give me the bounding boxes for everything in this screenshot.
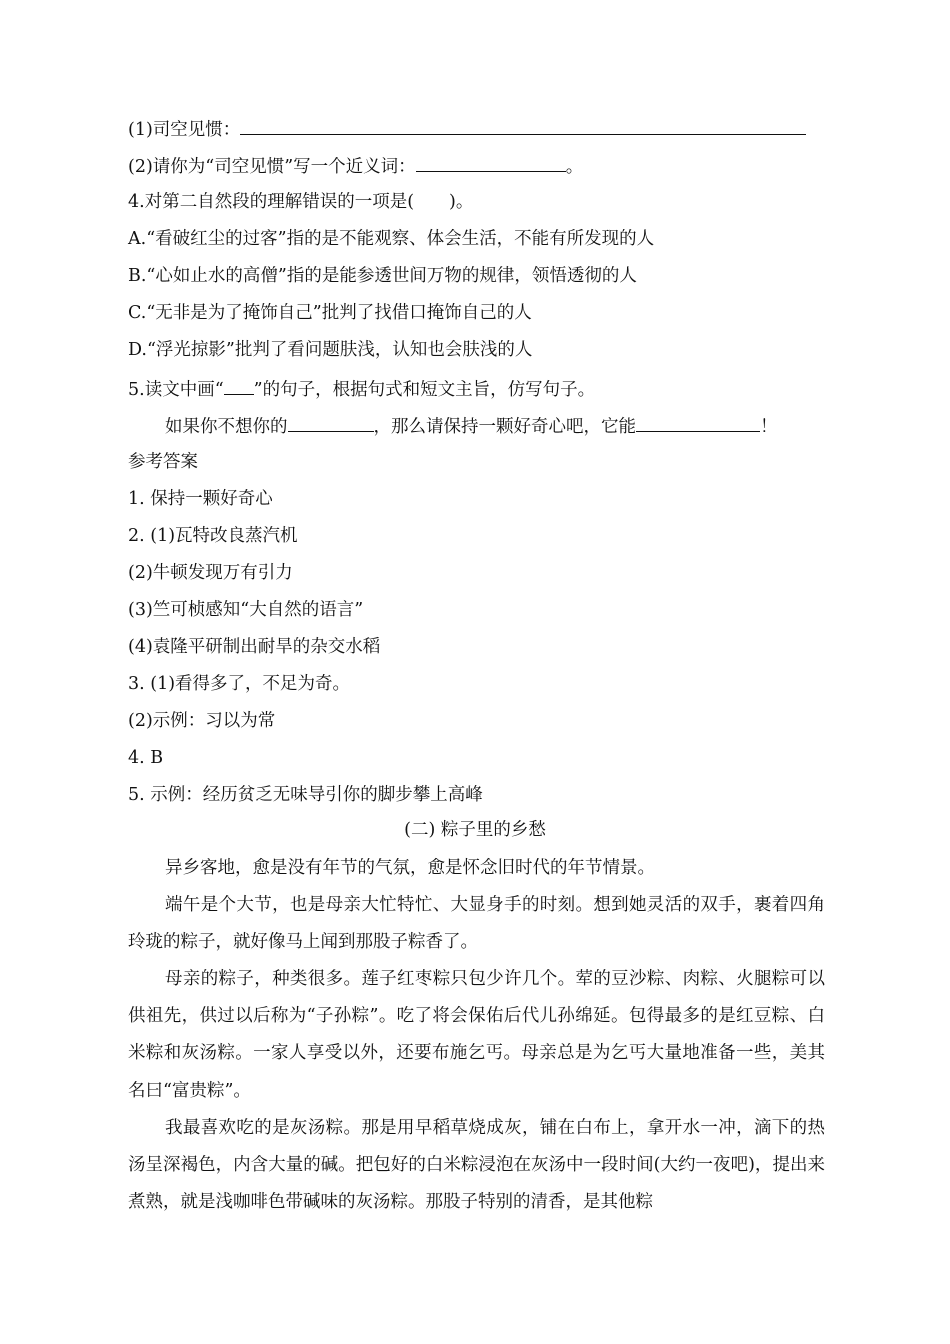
answer-blank[interactable] [288, 413, 374, 432]
answer-3-2: (2)示例：习以为常 [128, 711, 276, 731]
question-5-fill-text-1: 如果你不想你的 [165, 417, 288, 437]
answer-3-1: 3. (1)看得多了，不足为奇。 [128, 674, 351, 694]
question-3-1 [128, 116, 806, 142]
answer-2-4: (4)袁隆平研制出耐旱的杂交水稻 [128, 637, 381, 657]
answer-blank[interactable] [416, 153, 566, 172]
question-4-option-d: D.“浮光掠影”批判了看问题肤浅，认知也会肤浅的人 [128, 340, 533, 360]
question-4-option-b: B.“心如止水的高僧”指的是能参透世间万物的规律，领悟透彻的人 [128, 266, 637, 286]
question-3-2-end: 。 [565, 157, 584, 177]
question-5-text-start: 5.读文中画“ [128, 380, 224, 400]
answers-heading: 参考答案 [128, 452, 198, 472]
answer-2-3: (3)竺可桢感知“大自然的语言” [128, 600, 364, 620]
answer-2-1: 2. (1)瓦特改良蒸汽机 [128, 526, 298, 546]
answer-5: 5. 示例：经历贫乏无味导引你的脚步攀上高峰 [128, 785, 483, 805]
question-5-fill [165, 413, 778, 439]
answer-4: 4. B [128, 748, 164, 768]
question-5-text-end: ”的句子，根据句式和短文主旨，仿写句子。 [253, 380, 596, 400]
question-4-option-c: C.“无非是为了掩饰自己”批判了找借口掩饰自己的人 [128, 303, 532, 323]
article-paragraph-2: 端午是个大节，也是母亲大忙特忙、大显身手的时刻。想到她灵活的双手，裹着四角玲珑的粽子，就好像马上闻到那股子粽香了。 [128, 895, 825, 953]
question-5-fill-text-3: ！ [760, 417, 778, 437]
article-paragraph-4: 我最喜欢吃的是灰汤粽。那是用早稻草烧成灰，铺在白布上，拿开水一冲，滴下的热汤呈深褐色，内含大量的碱。把包好的白米粽浸泡在灰汤中一段时间(大约一夜吧)，提出来煮熟，就是浅咖啡色带碱味的灰汤粽。那股子特别的清香，是其他粽 [128, 1118, 825, 1213]
question-5-fill-text-2: ，那么请保持一颗好奇心吧，它能 [373, 417, 636, 437]
question-4-stem: 4.对第二自然段的理解错误的一项是( )。 [128, 192, 474, 212]
answer-blank[interactable] [636, 413, 760, 432]
underline-marker [224, 376, 254, 395]
question-3-2-label: (2)请你为“司空见惯”写一个近义词： [128, 157, 416, 177]
question-5-stem [128, 376, 595, 402]
answer-1: 1. 保持一颗好奇心 [128, 489, 273, 509]
article-paragraph-3: 母亲的粽子，种类很多。莲子红枣粽只包少许几个。荤的豆沙粽、肉粽、火腿粽可以供祖先，供过以后称为“子孙粽”。吃了将会保佑后代儿孙绵延。包得最多的是红豆粽、白米粽和灰汤粽。一家人享受以外，还要布施乞丐。母亲总是为乞丐大量地准备一些，美其名曰“富贵粽”。 [128, 969, 825, 1101]
answer-blank[interactable] [240, 116, 806, 135]
article-title: (二) 粽子里的乡愁 [404, 820, 546, 840]
question-4-option-a: A.“看破红尘的过客”指的是不能观察、体会生活，不能有所发现的人 [128, 229, 655, 249]
question-3-2 [128, 153, 583, 179]
question-3-1-label: (1)司空见惯： [128, 120, 241, 140]
answer-2-2: (2)牛顿发现万有引力 [128, 563, 293, 583]
article-paragraph-1: 异乡客地，愈是没有年节的气氛，愈是怀念旧时代的年节情景。 [165, 858, 655, 878]
